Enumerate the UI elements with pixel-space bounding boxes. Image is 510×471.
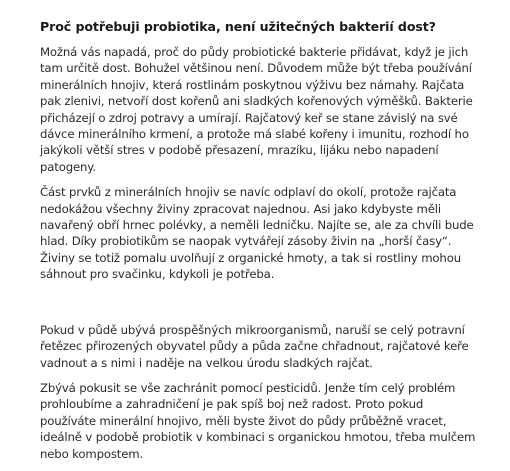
section-spacer (40, 292, 480, 322)
paragraph-food-chain: Pokud v půdě ubývá prospěšných mikroorganismů, naruší se celý potravní řetězec přirozených obyvatel půdy a půda začne chřadnout, rajčatové keře vadnout a s nimi i naděje na velkou úrodu sladkých rajčat. (40, 322, 469, 370)
article (40, 18, 480, 471)
paragraph-pesticides: Zbývá pokusit se vše zachránit pomocí pesticidů. Jenže tím celý problém prohloubíme a zahradničení je pak spíš boj než radost. Proto pokud používáte minerální hnojivo, měli byste život do půdy průběžně vracet, ideálně v podobě probiotik v kombinaci s organickou hmotou, třeba mulčem nebo kompostem. (40, 380, 476, 461)
article-heading: Proč potřebuji probiotika, není užitečných bakterií dost? (40, 19, 436, 34)
paragraph-nutrient-washout: Část prvků z minerálních hnojiv se navíc odplaví do okolí, protože rajčata nedokážou všechny živiny zpracovat najednou. Asi jako kdybyste měli navařený obří hrnec polévky, a neměli ledničku. Najíte se, ale za chvíli bude hlad. Díky probiotikům se naopak vytvářejí zásoby živin na „horší časy“. Živiny se totiž pomalu uvolňují z organické hmoty, a tak si rostliny mohou sáhnout pro svačinku, kdykoli je potřeba. (40, 185, 474, 282)
paragraph-mineral-fertilizers: Možná vás napadá, proč do půdy probiotické bakterie přidávat, když je jich tam určitě dost. Bohužel většinou není. Důvodem může být třeba používání minerálních hnojiv, která rostlinám poskytnou výživu bez námahy. Rajčata pak zlenivi, netvoří dost kořenů ani sladkých kořenových výměšků. Bakterie přicházejí o zdroj potravy a umírají. Rajčatový keř se stane závislý na své dávce minerálního krmení, a protože má slabé kořeny i imunitu, rozhodí ho jakýkoli větší stres v podobě přesazení, mrazíku, lijáku nebo napadení patogeny. (40, 45, 473, 174)
